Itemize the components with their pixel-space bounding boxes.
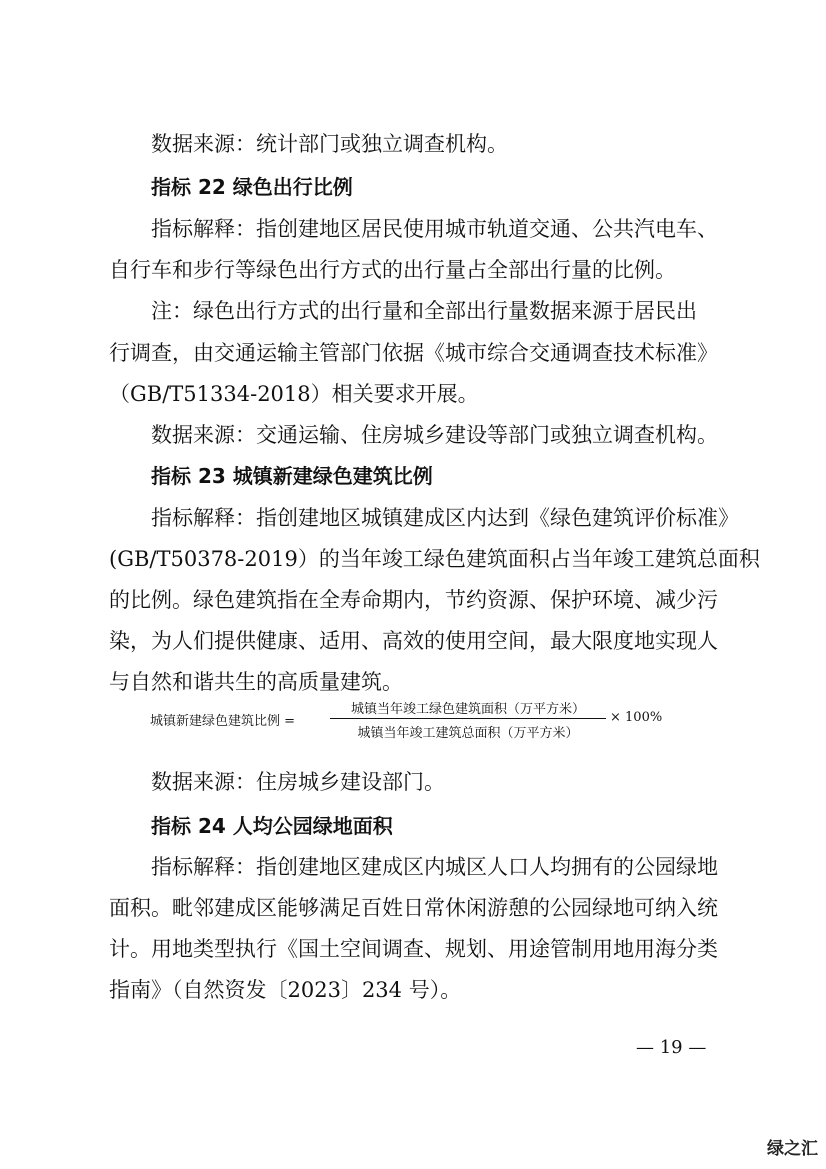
indicator-23-explanation-cont: 染，为人们提供健康、适用、高效的使用空间，最大限度地实现人	[109, 629, 718, 653]
formula-rhs: × 100%	[610, 710, 663, 725]
formula-numerator: 城镇当年竣工绿色建筑面积（万平方米）	[350, 702, 585, 717]
indicator-24-explanation-cont: 指南》（自然资发〔2023〕234 号）。	[109, 978, 462, 1002]
indicator-22-heading: 指标 22 绿色出行比例	[151, 175, 353, 199]
indicator-22-explanation-cont: 自行车和步行等绿色出行方式的出行量占全部出行量的比例。	[109, 258, 676, 282]
green-building-formula	[150, 697, 690, 743]
indicator-24-heading: 指标 24 人均公园绿地面积	[151, 814, 393, 838]
indicator-24-explanation-cont: 计。用地类型执行《国土空间调查、规划、用途管制用地用海分类	[109, 937, 718, 961]
indicator-23-explanation-cont: (GB/T50378-2019）的当年竣工绿色建筑面积占当年竣工建筑总面积	[109, 547, 760, 571]
fraction-bar	[330, 718, 606, 719]
indicator-22-explanation: 指标解释：指创建地区居民使用城市轨道交通、公共汽电车、	[151, 217, 718, 241]
page-number: — 19 —	[636, 1037, 707, 1058]
indicator-23-heading: 指标 23 城镇新建绿色建筑比例	[151, 464, 433, 488]
formula-denominator: 城镇当年竣工建筑总面积（万平方米）	[357, 726, 579, 741]
formula-lhs: 城镇新建绿色建筑比例 =	[150, 714, 296, 729]
indicator-23-explanation-cont: 与自然和谐共生的高质量建筑。	[109, 670, 403, 694]
indicator-23-data-source: 数据来源：住房城乡建设部门。	[151, 770, 445, 794]
indicator-22-data-source: 数据来源：交通运输、住房城乡建设等部门或独立调查机构。	[151, 423, 718, 447]
indicator-23-explanation-cont: 的比例。绿色建筑指在全寿命期内，节约资源、保护环境、减少污	[109, 588, 718, 612]
indicator-24-explanation: 指标解释：指创建地区建成区内城区人口人均拥有的公园绿地	[151, 855, 718, 879]
indicator-22-note-cont: （GB/T51334-2018）相关要求开展。	[109, 382, 479, 406]
watermark-logo: 绿之汇	[767, 1139, 818, 1159]
indicator-22-note-cont: 行调查，由交通运输主管部门依据《城市综合交通调查技术标准》	[109, 341, 718, 365]
indicator-23-explanation: 指标解释：指创建地区城镇建成区内达到《绿色建筑评价标准》	[151, 506, 739, 530]
indicator-22-note: 注：绿色出行方式的出行量和全部出行量数据来源于居民出	[151, 299, 697, 323]
data-source-text: 数据来源：统计部门或独立调查机构。	[151, 132, 508, 156]
indicator-24-explanation-cont: 面积。毗邻建成区能够满足百姓日常休闲游憩的公园绿地可纳入统	[109, 896, 718, 920]
